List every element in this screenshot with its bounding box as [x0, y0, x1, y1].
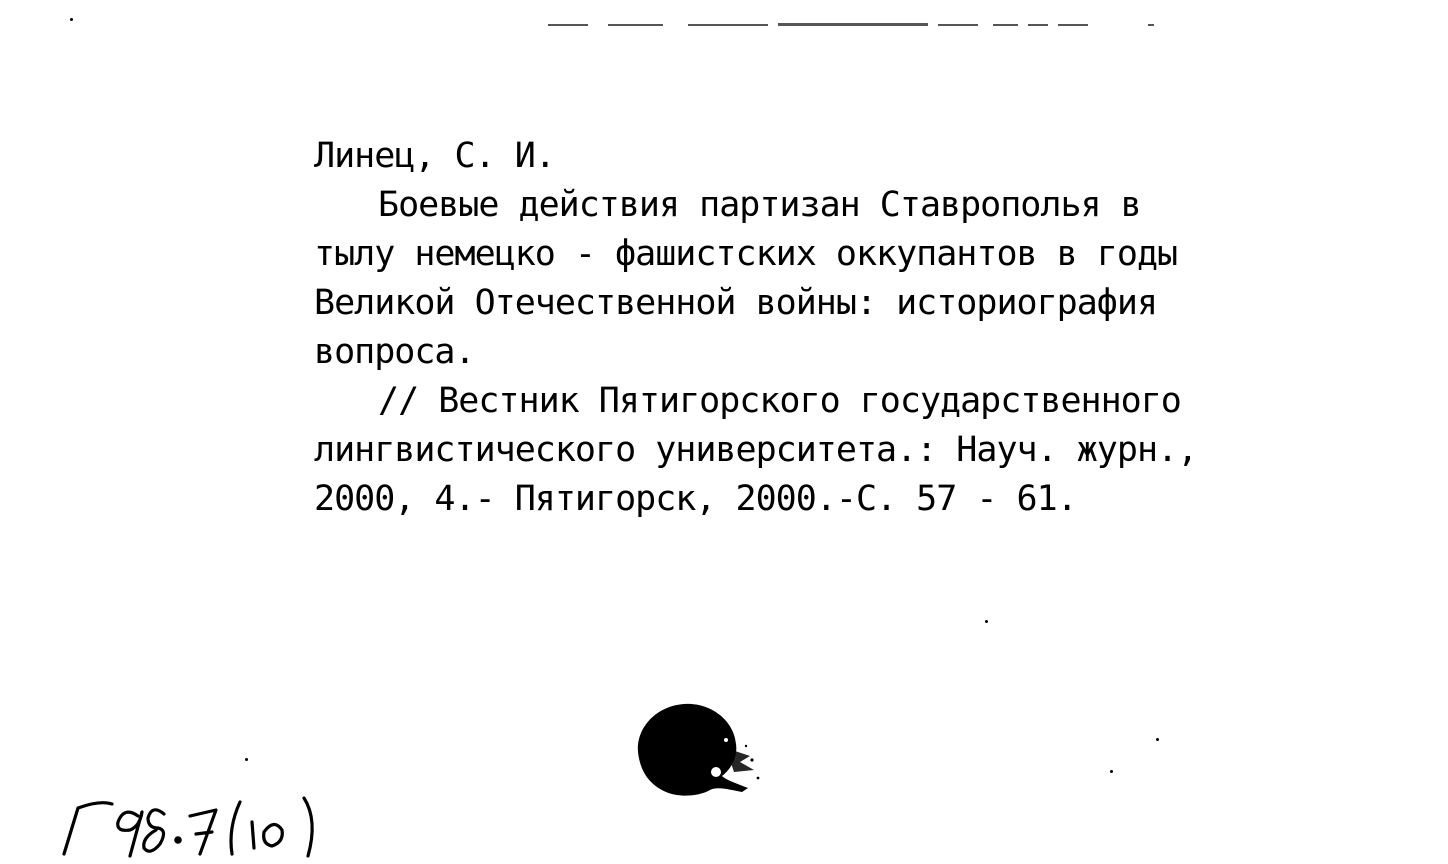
speck [70, 18, 73, 21]
title-line-1: Боевые действия партизан Ставрополья в [378, 185, 1141, 225]
ink-blot-stamp [630, 700, 765, 800]
source-line-1: // Вестник Пятигорского государственного [378, 381, 1181, 421]
author-name: Линец, С. И. [314, 136, 555, 176]
speck [245, 758, 248, 761]
title-line-4: вопроса. [314, 332, 475, 372]
title-line-2: тылу немецко - фашистских оккупантов в годы [314, 234, 1178, 274]
speck [1156, 738, 1159, 741]
speck [985, 620, 988, 623]
handwritten-shelf-mark [60, 778, 340, 858]
source-line-3: 2000, 4.- Пятигорск, 2000.-С. 57 - 61. [314, 479, 1077, 519]
source-line-2: лингвистического университета.: Науч. журн., [314, 430, 1198, 470]
title-line-3: Великой Отечественной войны: историография [314, 283, 1158, 323]
bibliographic-record [314, 132, 1280, 524]
top-dashed-rule [548, 22, 1158, 28]
speck [1110, 770, 1113, 773]
